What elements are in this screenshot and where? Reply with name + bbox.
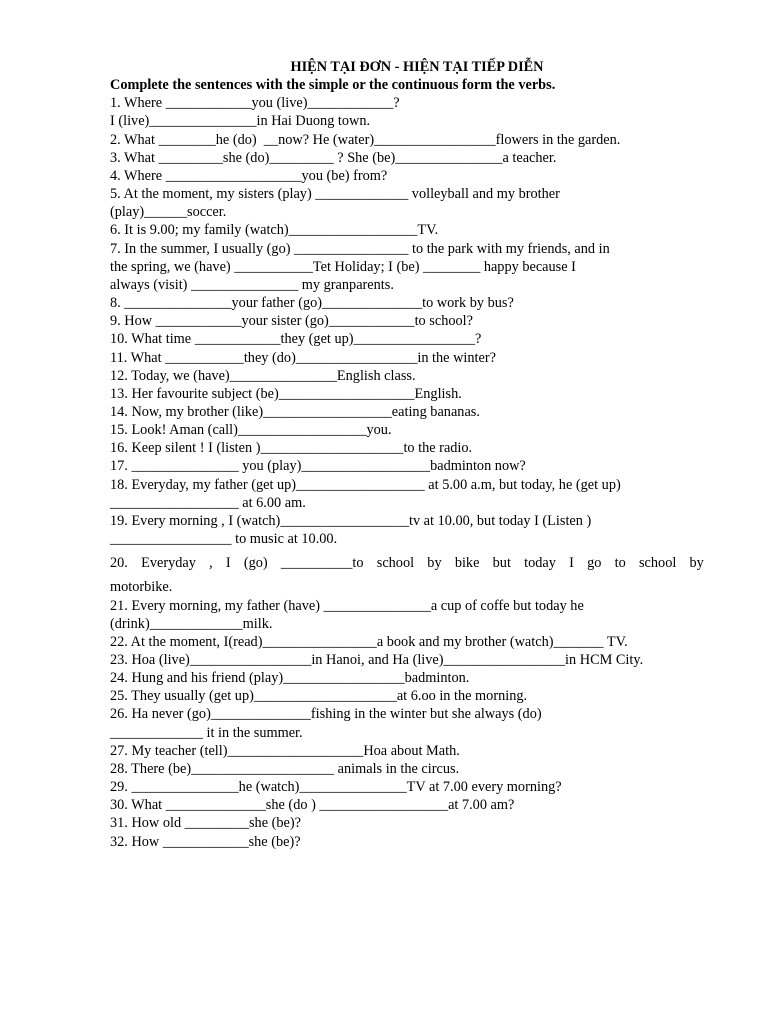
- exercise-line: 30. What ______________she (do ) __________________at 7.00 am?: [110, 797, 515, 814]
- exercise-line: 12. Today, we (have)_______________English class.: [110, 367, 416, 384]
- exercise-line: always (visit) _______________ my granparents.: [110, 276, 394, 293]
- exercise-word: but: [492, 555, 511, 572]
- exercise-line: 14. Now, my brother (like)__________________eating bananas.: [110, 403, 480, 420]
- exercise-list-part-2: [110, 578, 704, 850]
- exercise-line: the spring, we (have) ___________Tet Holiday; I (be) ________ happy because I: [110, 258, 576, 275]
- exercise-word: to: [614, 555, 626, 572]
- exercise-line: 19. Every morning , I (watch)__________________tv at 10.00, but today I (Listen ): [110, 512, 592, 529]
- exercise-line: 9. How ____________your sister (go)____________to school?: [110, 313, 473, 330]
- exercise-word: by: [689, 555, 704, 572]
- exercise-line: 23. Hoa (live)_________________in Hanoi, and Ha (live)_________________in HCM City.: [110, 652, 644, 668]
- worksheet-title: HIỆN TẠI ĐƠN - HIỆN TẠI TIẾP DIỄN: [290, 59, 544, 75]
- exercise-word: school: [638, 555, 677, 572]
- exercise-line: 32. How ____________she (be)?: [110, 833, 301, 850]
- exercise-line: 31. How old _________she (be)?: [110, 815, 301, 832]
- exercise-line: 24. Hung and his friend (play)_________________badminton.: [110, 670, 470, 687]
- exercise-line: 4. Where ___________________you (be) from?: [110, 167, 388, 184]
- exercise-line: 26. Ha never (go)______________fishing in the winter but she always (do): [110, 706, 542, 723]
- exercise-line: 27. My teacher (tell)___________________Hoa about Math.: [110, 742, 460, 759]
- exercise-line: 25. They usually (get up)____________________at 6.oo in the morning.: [110, 688, 528, 705]
- exercise-line: (play)______soccer.: [110, 204, 227, 221]
- exercise-line: 8. _______________your father (go)______________to work by bus?: [110, 295, 514, 312]
- exercise-line: 7. In the summer, I usually (go) ________________ to the park with my friends, and in: [110, 240, 610, 257]
- exercise-line: 6. It is 9.00; my family (watch)__________________TV.: [110, 222, 439, 239]
- exercise-word: today: [524, 555, 556, 572]
- exercise-line: 22. At the moment, I(read)________________a book and my brother (watch)_______ TV.: [110, 633, 628, 650]
- exercise-line: 2. What ________he (do) __now? He (water)_________________flowers in the garden.: [110, 131, 621, 148]
- exercise-word: __________to: [280, 555, 364, 572]
- exercise-word: 20.: [110, 555, 128, 572]
- exercise-line: _____________ it in the summer.: [110, 724, 303, 741]
- exercise-line: 1. Where ____________you (live)____________?: [110, 95, 400, 112]
- exercise-line: 16. Keep silent ! I (listen )____________________to the radio.: [110, 440, 473, 457]
- exercise-word: (go): [243, 555, 268, 572]
- exercise-word: go: [587, 555, 602, 572]
- exercise-line: 17. _______________ you (play)__________________badminton now?: [110, 458, 526, 475]
- exercise-line: 3. What _________she (do)_________ ? She (be)_______________a teacher.: [110, 149, 557, 166]
- exercise-line: (drink)_____________milk.: [110, 615, 273, 632]
- exercise-line: motorbike.: [110, 579, 173, 596]
- exercise-line: 11. What ___________they (do)_________________in the winter?: [110, 349, 496, 366]
- exercise-word: ,: [209, 555, 213, 572]
- exercise-word: I: [225, 555, 231, 572]
- exercise-line: 28. There (be)____________________ animals in the circus.: [110, 760, 460, 777]
- exercise-line: 5. At the moment, my sisters (play) _____________ volleyball and my brother: [110, 186, 560, 203]
- exercise-line: 29. _______________he (watch)_______________TV at 7.00 every morning?: [110, 779, 562, 796]
- exercise-list-part-1: [110, 94, 704, 548]
- exercise-word: school: [376, 555, 415, 572]
- exercise-line: __________________ at 6.00 am.: [110, 494, 306, 511]
- exercise-line: 10. What time ____________they (get up)_________________?: [110, 331, 482, 348]
- exercise-word: Everyday: [141, 555, 196, 572]
- exercise-line: _________________ to music at 10.00.: [110, 531, 338, 548]
- exercise-line: 21. Every morning, my father (have) _______________a cup of coffe but today he: [110, 597, 584, 614]
- exercise-line-20: [110, 554, 704, 572]
- exercise-word: I: [569, 555, 574, 572]
- worksheet: [110, 58, 704, 851]
- exercise-line: 15. Look! Aman (call)__________________you.: [110, 422, 392, 439]
- exercise-line: I (live)_______________in Hai Duong town.: [110, 113, 371, 130]
- exercise-line: 13. Her favourite subject (be)___________________English.: [110, 385, 462, 402]
- worksheet-instruction: Complete the sentences with the simple or the continuous form the verbs.: [110, 77, 556, 94]
- exercise-word: by: [427, 555, 442, 572]
- exercise-word: bike: [454, 555, 480, 572]
- exercise-line: 18. Everyday, my father (get up)__________________ at 5.00 a.m, but today, he (get up): [110, 476, 621, 493]
